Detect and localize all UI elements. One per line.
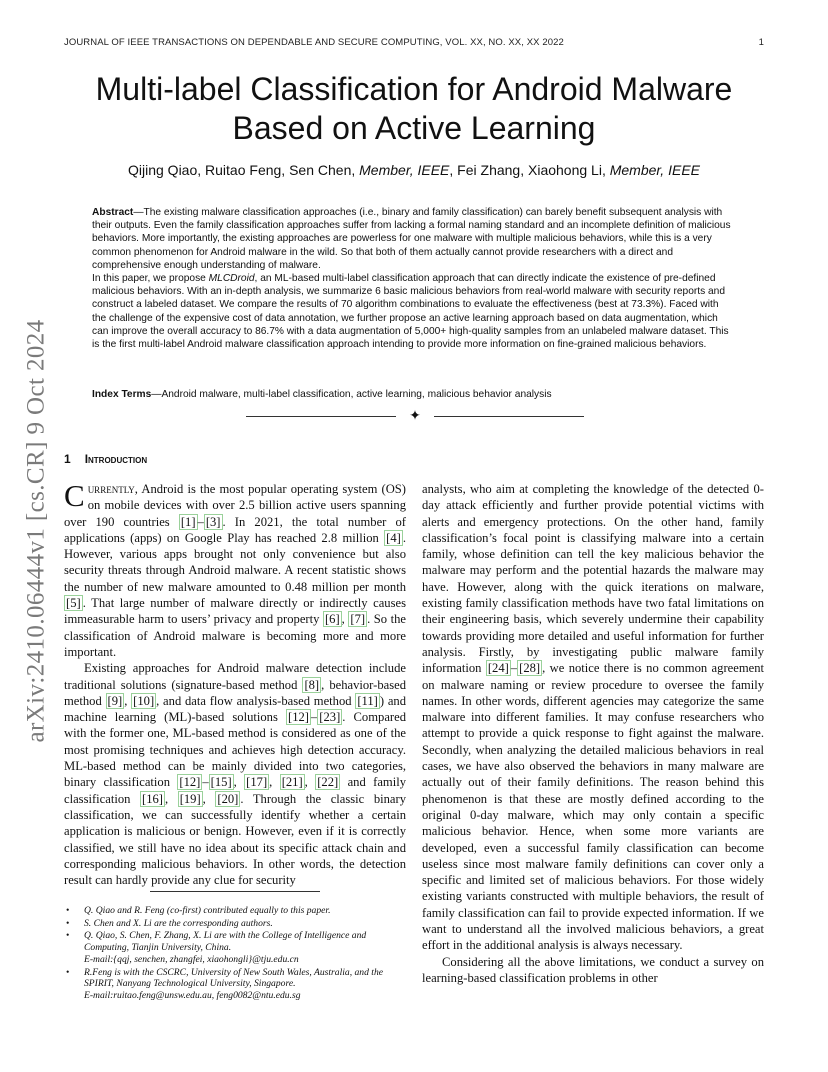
citation-link[interactable]: [23] — [319, 710, 341, 725]
text-run: Existing approaches for Android malware detection include traditional solutions (signature-based method — [64, 661, 406, 692]
abstract-paragraph-1 — [92, 206, 734, 272]
title-line-1: Multi-label Classification for Android Malware — [95, 71, 733, 107]
citation-link[interactable]: [17] — [246, 775, 268, 790]
text-run: ) and machine learning (ML)-based solutions — [64, 693, 407, 725]
citation-link[interactable]: [21] — [281, 775, 303, 790]
section-title: Introduction — [84, 452, 148, 466]
text-run: . So the classification of Android malware is becoming more and more important. — [64, 612, 407, 659]
citation-link[interactable]: [8] — [304, 677, 320, 692]
text-run: – — [197, 514, 204, 529]
text-run: analysts, who aim at completing the knowledge of the detected 0-day attack efficiently and further provide potential victims with alerts and emergency protections. On the other hand, family classification’s focal point is classifying malware into a certain family, whose definition can tell the key malicious behavior the malware may perform and the potential hazards the malware may have. However, along with the quick iterations on malware, existing family classification methods have two fatal limitations on their engineering basis, which severely undermine their capability towards providing more detailed and useful information for further analysis. Firstly, by investigating public malware family information — [422, 482, 764, 676]
text-run: and family classification — [64, 775, 407, 806]
author-list — [64, 162, 764, 178]
index-terms-label: Index Terms — [92, 389, 152, 400]
text-run: . However, various apps brought not only convenience but also security threats through Android malware. A recent statistic shows the number of new malware amounted to 0.48 million per month — [64, 530, 406, 594]
text-run: , — [124, 693, 132, 708]
abstract — [92, 206, 734, 351]
text-run: urrently — [87, 482, 135, 496]
divider-line-right — [434, 416, 584, 417]
membership-2: Member, IEEE — [609, 162, 700, 178]
abstract-text-2b: , an ML-based multi-label classification approach that can directly indicate the existence of pre-defined malicious behaviors. With an in-depth analysis, we summarize 6 basic malicious behaviors from real-world malware with security reports and construct a labeled dataset. We compare the results of 70 algorithm combinations to evaluate the effectiveness (best at 73.3%). Faced with the challenge of the expensive cost of data annotation, we further propose an active learning approach based on data augmentation, which can improve the overall accuracy to 86.7% with a data augmentation of 5,000+ high-quality samples from an unlabeled malware dataset. This is the first multi-label Android malware classification approach intending to provide more information on fine-grained malicious behaviors. — [92, 273, 729, 351]
index-terms-text: —Android malware, multi-label classification, active learning, malicious behavior analysis — [151, 389, 552, 400]
divider-line-left — [246, 416, 396, 417]
abstract-paragraph-2 — [92, 272, 734, 351]
membership-1: Member, IEEE — [359, 162, 450, 178]
paper-title — [64, 70, 764, 148]
footnote: • S. Chen and X. Li are the corresponding authors. — [64, 918, 406, 930]
text-run: , — [164, 791, 178, 806]
citation-link[interactable]: [12] — [288, 710, 309, 725]
journal-name: JOURNAL OF IEEE TRANSACTIONS ON DEPENDABLE AND SECURE COMPUTING, VOL. XX, NO. XX, XX 2022 — [64, 37, 564, 48]
footnote: • R.Feng is with the CSCRC, University of New South Wales, Australia, and the SPIRIT, Nanyang Technological University, Singapore. E-mail:ruitao.feng@unsw.edu.au, feng0082@ntu.edu.sg — [64, 967, 406, 1002]
text-run: . Compared with the former one, ML-based method is considered as one of the most promising techniques and achieves high detection accuracy. ML-based method can be mainly divided into two categories, binary classification — [64, 710, 406, 790]
citation-link[interactable]: [20] — [217, 791, 239, 806]
tool-name: MLCDroid — [208, 273, 255, 285]
paragraph — [64, 660, 406, 888]
abstract-text-2a: In this paper, we propose — [92, 273, 209, 285]
body-column-right — [422, 481, 764, 986]
authors-part-2: , Fei Zhang, Xiaohong Li, — [449, 162, 610, 178]
abstract-label: Abstract — [92, 207, 134, 218]
section-heading — [64, 452, 147, 466]
text-run: Considering all the above limitations, we conduct a survey on learning-based classification problems in other — [422, 954, 764, 985]
abstract-text-1: —The existing malware classification approaches (i.e., binary and family classification) can barely benefit subsequent analysis with their outputs. Even the family classification approaches suffer from lacking a formal naming standard and an incomplete definition of malicious behaviors. More importantly, the existing approaches are powerless for one malware with multiple malicious behaviors, while this is a very common phenomenon for Android malware in the wild. So that both of them actually cannot provide researchers with a direct and comprehensive enough understanding of malware. — [92, 207, 731, 271]
citation-link[interactable]: [6] — [324, 612, 340, 627]
citation-link[interactable]: [22] — [317, 775, 339, 790]
text-run: – — [310, 710, 318, 725]
authors-part-1: Qijing Qiao, Ruitao Feng, Sen Chen, — [128, 162, 360, 178]
arxiv-identifier: arXiv:2410.06444v1 [cs.CR] 9 Oct 2024 — [23, 319, 50, 743]
footnote-list — [64, 905, 406, 1002]
citation-link[interactable]: [7] — [350, 612, 366, 627]
paragraph — [422, 481, 764, 954]
citation-link[interactable]: [9] — [107, 693, 123, 708]
drop-cap: C — [64, 478, 85, 513]
page-number: 1 — [758, 37, 764, 48]
footnote-rule — [150, 891, 320, 892]
citation-link[interactable]: [28] — [519, 661, 541, 676]
paragraph — [422, 954, 764, 987]
citation-link[interactable]: [11] — [357, 693, 378, 708]
text-run: – — [202, 775, 209, 790]
text-run: , we notice there is no common agreement on malware naming or review procedure to oversee the family names. In other words, different agencies may categorize the same malware into different families. It may confuse researchers who attempt to provide a quick response to fight against the malware. Secondly, when analyzing the detailed malicious behaviors in real cases, we have also observed the behaviors in many malware are actually out of their family definitions. The reason behind this phenomenon is that these are mostly defined according to the original 0-day malware, which may only contain a specific malicious behavior. Hence, when some more variants are developed, even a successful family classification can become useless since most malware family definitions can cover only a specific and limited set of malicious behaviors. For those widely existing variants constructed with multiple behaviors, the result of family classification can fail to provide expected information. If we want to understand all the involved malicious behaviors, a great effort in the additional analysis is always necessary. — [422, 661, 765, 953]
text-run: . Through the classic binary classification, we can successfully identify whether a certain application is malicious or benign. However, even if it is correctly classified, we still have no idea about its specific attack chain and corresponding malicious behaviors. In other words, the detection result can hardly provide any clue for security — [64, 791, 406, 888]
citation-link[interactable]: [12] — [179, 775, 201, 790]
text-run: , — [269, 775, 280, 790]
text-run: , and data flow analysis-based method — [156, 693, 356, 708]
citation-link[interactable]: [19] — [179, 791, 201, 806]
index-terms — [92, 389, 734, 400]
text-run: , — [233, 775, 245, 790]
paragraph — [64, 478, 407, 660]
text-run: . In 2021, the total number of applications (apps) on Google Play has reached 2.8 million — [64, 514, 406, 545]
text-run: . That large number of malware directly or indirectly causes immeasurable harm to users’ privacy and property — [64, 596, 406, 627]
text-run: , Android is the most popular operating system (OS) on mobile devices with over 2.5 billion active users spanning over 190 countries — [64, 482, 406, 529]
citation-link[interactable]: [4] — [386, 530, 401, 545]
footnote: • Q. Qiao, S. Chen, F. Zhang, X. Li are with the College of Intelligence and Computing, Tianjin University, China. E-mail:{qqj, senchen, zhangfei, xiaohongli}@tju.edu.cn — [64, 930, 406, 965]
text-run: – — [510, 661, 518, 676]
text-run: , — [304, 775, 316, 790]
citation-link[interactable]: [15] — [210, 775, 232, 790]
footnote: • Q. Qiao and R. Feng (co-first) contributed equally to this paper. — [64, 905, 406, 917]
section-number: 1 — [64, 452, 71, 466]
text-run: , behavior-based method — [64, 677, 406, 708]
section-divider — [246, 407, 584, 427]
running-header — [64, 37, 764, 48]
citation-link[interactable]: [10] — [133, 693, 155, 708]
citation-link[interactable]: [3] — [205, 514, 221, 529]
text-run: , — [202, 791, 216, 806]
text-run: , — [341, 612, 349, 627]
divider-star-icon: ✦ — [409, 408, 421, 424]
citation-link[interactable]: [16] — [142, 791, 163, 806]
citation-link[interactable]: [24] — [487, 661, 509, 676]
footnotes — [64, 905, 406, 1003]
citation-link[interactable]: [5] — [66, 596, 81, 611]
citation-link[interactable]: [1] — [180, 514, 196, 529]
arxiv-stamp — [14, 296, 60, 766]
body-column-left — [64, 478, 407, 888]
title-line-2: Based on Active Learning — [232, 110, 596, 146]
